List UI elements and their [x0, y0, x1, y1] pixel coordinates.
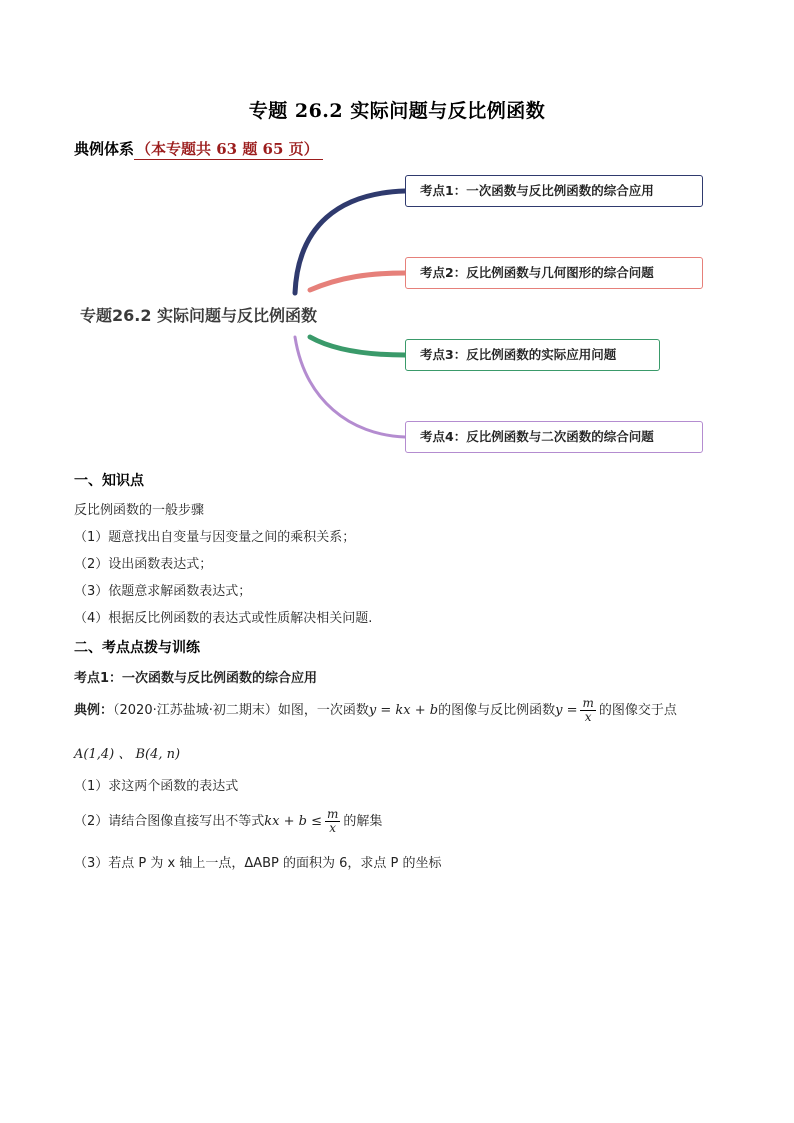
example-system-heading	[74, 138, 323, 159]
connector-3	[310, 337, 405, 355]
training-heading: 二、考点点拨与训练	[74, 640, 200, 656]
inverse-lhs: y =	[555, 703, 578, 718]
question-2-suffix: 的解集	[343, 814, 383, 829]
connector-2	[310, 273, 405, 290]
intersection-points: A(1,4) 、 B(4, n)	[74, 747, 181, 762]
mindmap-node-2: 考点2：反比例函数与几何图形的综合问题	[405, 257, 703, 289]
question-1: （1）求这两个函数的表达式	[74, 779, 239, 794]
question-2-prefix: （2）请结合图像直接写出不等式	[74, 814, 265, 829]
example-prefix: （2020·江苏盐城·初二期末）如图，一次函数	[113, 703, 369, 718]
example-label: 典例：	[74, 703, 114, 718]
example-line	[74, 697, 677, 724]
knowledge-step-2: （2）设出函数表达式；	[74, 557, 213, 572]
knowledge-step-4: （4）根据反比例函数的表达式或性质解决相关问题.	[74, 611, 373, 626]
knowledge-intro: 反比例函数的一般步骤	[74, 503, 205, 518]
example-suffix: 的图像交于点	[598, 703, 677, 718]
mindmap-node-3: 考点3：反比例函数的实际应用问题	[405, 339, 660, 371]
example-mid: 的图像与反比例函数	[438, 703, 556, 718]
training-point: 考点1：一次函数与反比例函数的综合应用	[74, 671, 318, 686]
page-title: 专题 26.2 实际问题与反比例函数	[248, 100, 546, 122]
fraction-m-over-x: $\frac{m}{x}$	[582, 696, 594, 724]
inequality-expression: kx + b ≤	[264, 814, 322, 829]
example-system-label: 典例体系	[74, 140, 135, 158]
knowledge-step-1: （1）题意找出自变量与因变量之间的乘积关系；	[74, 530, 356, 545]
mindmap-node-1: 考点1：一次函数与反比例函数的综合应用	[405, 175, 703, 207]
mindmap-node-4: 考点4：反比例函数与二次函数的综合问题	[405, 421, 703, 453]
linear-expression: y = kx + b	[368, 703, 439, 718]
mindmap-root: 专题26.2 实际问题与反比例函数	[80, 306, 318, 325]
knowledge-heading: 一、知识点	[74, 473, 144, 489]
question-2	[74, 808, 382, 835]
question-count: （本专题共 63 题 65 页）	[134, 140, 323, 160]
knowledge-step-3: （3）依题意求解函数表达式；	[74, 584, 252, 599]
question-3: （3）若点 P 为 x 轴上一点，ΔABP 的面积为 6，求点 P 的坐标	[74, 856, 442, 871]
topic-mindmap	[60, 165, 740, 465]
fraction-m-over-x-2: $\frac{m}{x}$	[327, 807, 339, 835]
